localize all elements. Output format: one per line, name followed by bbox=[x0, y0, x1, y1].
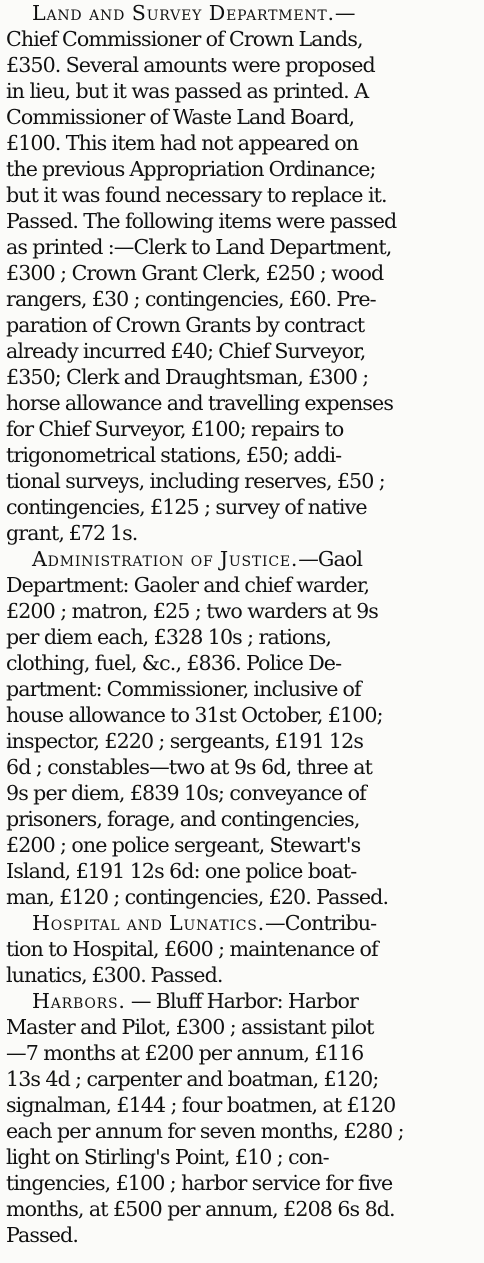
text-line: Master and Pilot, £300 ; assistant pilot bbox=[6, 1015, 374, 1039]
section-heading-line bbox=[6, 988, 484, 1015]
text-line: Island, £191 12s 6d: one police boat- bbox=[6, 859, 357, 883]
text-line: tion to Hospital, £600 ; maintenance of bbox=[6, 937, 378, 961]
text-line: Chief Commissioner of Crown Lands, bbox=[6, 27, 363, 51]
text-line: already incurred £40; Chief Surveyor, bbox=[6, 339, 366, 363]
text-line: £200 ; matron, £25 ; two warders at 9s bbox=[6, 599, 378, 623]
text-line: rangers, £30 ; contingencies, £60. Pre- bbox=[6, 287, 376, 311]
text-line: lunatics, £300. Passed. bbox=[6, 963, 223, 987]
text-line: 6d ; constables—two at 9s 6d, three at bbox=[6, 755, 372, 779]
text-line: grant, £72 1s. bbox=[6, 521, 138, 545]
text-line: £300 ; Crown Grant Clerk, £250 ; wood bbox=[6, 261, 384, 285]
text-line: tingencies, £100 ; harbor service for five bbox=[6, 1171, 393, 1195]
section-heading: Land and Survey Department. bbox=[32, 1, 335, 25]
text-line: the previous Appropriation Ordinance; bbox=[6, 157, 376, 181]
text-line: partment: Commissioner, inclusive of bbox=[6, 677, 361, 701]
section-heading: Hospital and Lunatics. bbox=[32, 911, 266, 935]
text-line: inspector, £220 ; sergeants, £191 12s bbox=[6, 729, 363, 753]
text-line: prisoners, forage, and contingencies, bbox=[6, 807, 360, 831]
section-heading-line bbox=[6, 546, 484, 573]
text-line: contingencies, £125 ; survey of native bbox=[6, 495, 367, 519]
section-heading: Administration of Justice. bbox=[32, 547, 299, 571]
text-fragment: —Gaol bbox=[298, 547, 363, 571]
text-line: as printed :—Clerk to Land Department, bbox=[6, 235, 392, 259]
text-line: horse allowance and travelling expenses bbox=[6, 391, 393, 415]
text-line: Passed. bbox=[6, 1223, 78, 1247]
text-line: signalman, £144 ; four boatmen, at £120 bbox=[6, 1093, 396, 1117]
text-line: but it was found necessary to replace it. bbox=[6, 183, 387, 207]
text-fragment: — Bluff Harbor: Harbor bbox=[125, 989, 358, 1013]
text-line: months, at £500 per annum, £208 6s 8d. bbox=[6, 1197, 395, 1221]
text-line: clothing, fuel, &c., £836. Police De- bbox=[6, 651, 342, 675]
text-line: £200 ; one police sergeant, Stewart's bbox=[6, 833, 361, 857]
text-line: man, £120 ; contingencies, £20. Passed. bbox=[6, 885, 389, 909]
text-line: trigonometrical stations, £50; addi- bbox=[6, 443, 342, 467]
text-line: £350. Several amounts were proposed bbox=[6, 53, 375, 77]
text-line: light on Stirling's Point, £10 ; con- bbox=[6, 1145, 329, 1169]
section-heading-line bbox=[6, 910, 484, 937]
text-line: £100. This item had not appeared on bbox=[6, 131, 359, 155]
text-line: Department: Gaoler and chief warder, bbox=[6, 573, 370, 597]
text-line: house allowance to 31st October, £100; bbox=[6, 703, 383, 727]
text-line: paration of Crown Grants by contract bbox=[6, 313, 365, 337]
text-line: £350; Clerk and Draughtsman, £300 ; bbox=[6, 365, 369, 389]
text-line: 13s 4d ; carpenter and boatman, £120; bbox=[6, 1067, 379, 1091]
text-line: Commissioner of Waste Land Board, bbox=[6, 105, 355, 129]
text-line: 9s per diem, £839 10s; conveyance of bbox=[6, 781, 366, 805]
text-fragment: — bbox=[334, 1, 355, 25]
text-line: each per annum for seven months, £280 ; bbox=[6, 1119, 404, 1143]
text-line: tional surveys, including reserves, £50 ; bbox=[6, 469, 385, 493]
text-line: for Chief Surveyor, £100; repairs to bbox=[6, 417, 344, 441]
text-line: Passed. The following items were passed bbox=[6, 209, 397, 233]
section-heading: Harbors. bbox=[32, 989, 126, 1013]
section-heading-line bbox=[6, 0, 484, 27]
text-fragment: —Contribu- bbox=[265, 911, 377, 935]
text-line: per diem each, £328 10s ; rations, bbox=[6, 625, 332, 649]
text-line: in lieu, but it was passed as printed. A bbox=[6, 79, 369, 103]
text-line: —7 months at £200 per annum, £116 bbox=[6, 1041, 364, 1065]
